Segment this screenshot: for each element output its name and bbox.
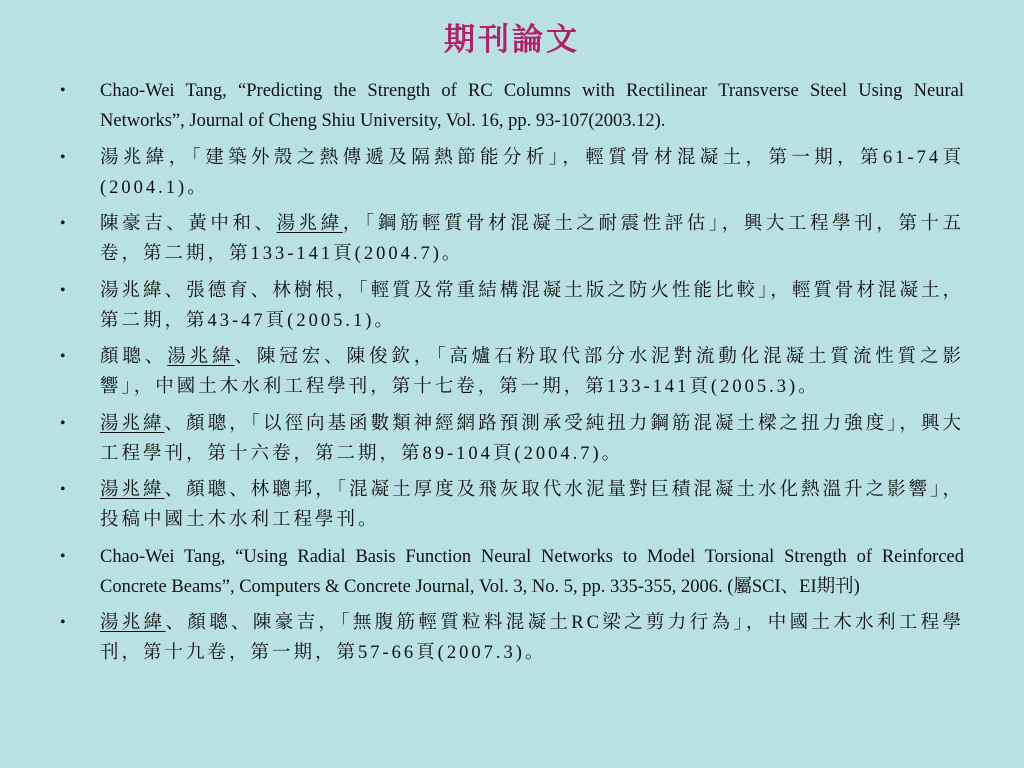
bullet-icon: •	[60, 348, 66, 365]
author-name-underlined: 湯兆緯	[167, 347, 235, 367]
publication-text: 顏聰、	[100, 347, 168, 367]
publication-text: 、顏聰、陳豪吉，「無腹筋輕質粒料混凝土RC梁之剪力行為」，中國土木水利工程學刊，第十九卷，第一期，第57-66頁(2007.3)。	[100, 613, 964, 663]
author-name-underlined: 湯兆緯	[276, 214, 343, 234]
author-name-underlined: 湯兆緯	[100, 413, 165, 434]
bullet-icon: •	[60, 215, 66, 232]
publication-text: 湯兆緯，「建築外殼之熱傳遞及隔熱節能分析」，輕質骨材混凝土，第一期，第61-74頁(2004.1)。	[100, 147, 964, 198]
publication-list	[60, 76, 964, 675]
publication-entry	[60, 143, 964, 203]
publication-entry	[60, 209, 964, 269]
bullet-icon: •	[60, 481, 66, 498]
publication-entry	[60, 542, 964, 602]
publication-text: 湯兆緯、張德育、林樹根，「輕質及常重結構混凝土版之防火性能比較」，輕質骨材混凝土，第二期，第43-47頁(2005.1)。	[100, 280, 964, 331]
author-name-underlined: 湯兆緯	[100, 480, 165, 500]
publication-text: 、顏聰、林聰邦，「混凝土厚度及飛灰取代水泥量對巨積混凝土水化熱溫升之影響」，投稿中國土木水利工程學刊。	[100, 480, 964, 530]
publication-entry	[60, 608, 964, 668]
bullet-icon: •	[60, 614, 66, 631]
publication-entry	[60, 342, 964, 402]
publication-text: 、陳冠宏、陳俊欽，「高爐石粉取代部分水泥對流動化混凝土質流性質之影響」，中國土木水利工程學刊，第十七卷，第一期，第133-141頁(2005.3)。	[100, 347, 964, 397]
publication-text: 陳豪吉、黃中和、	[100, 214, 277, 234]
bullet-icon: •	[60, 414, 66, 432]
bullet-icon: •	[60, 82, 66, 99]
bullet-icon: •	[60, 281, 66, 299]
page-title: 期刊論文	[444, 22, 580, 57]
publication-entry	[60, 276, 964, 336]
publication-entry	[60, 409, 964, 469]
bullet-icon: •	[60, 148, 66, 166]
publication-text: Chao-Wei Tang, “Predicting the Strength of RC Columns with Rectilinear Transverse Steel Using Neural Networks”, Journal of Cheng Shiu University, Vol. 16, pp. 93-107(2003.12).	[100, 81, 964, 131]
publication-text: 、顏聰，「以徑向基函數類神經網路預測承受純扭力鋼筋混凝土樑之扭力強度」，興大工程學刊，第十六卷，第二期，第89-104頁(2004.7)。	[100, 413, 964, 464]
publication-text: ，「鋼筋輕質骨材混凝土之耐震性評估」，興大工程學刊，第十五卷，第二期，第133-141頁(2004.7)。	[100, 214, 964, 264]
bullet-icon: •	[60, 547, 66, 565]
publication-text: Chao-Wei Tang, “Using Radial Basis Function Neural Networks to Model Torsional Strength of Reinforced Concrete Beams”, Computers & Concrete Journal, Vol. 3, No. 5, pp. 335-355, 2006. (屬SCI、EI期刊)	[100, 546, 964, 597]
publication-entry	[60, 76, 964, 136]
author-name-underlined: 湯兆緯	[100, 613, 166, 633]
publication-entry	[60, 475, 964, 535]
